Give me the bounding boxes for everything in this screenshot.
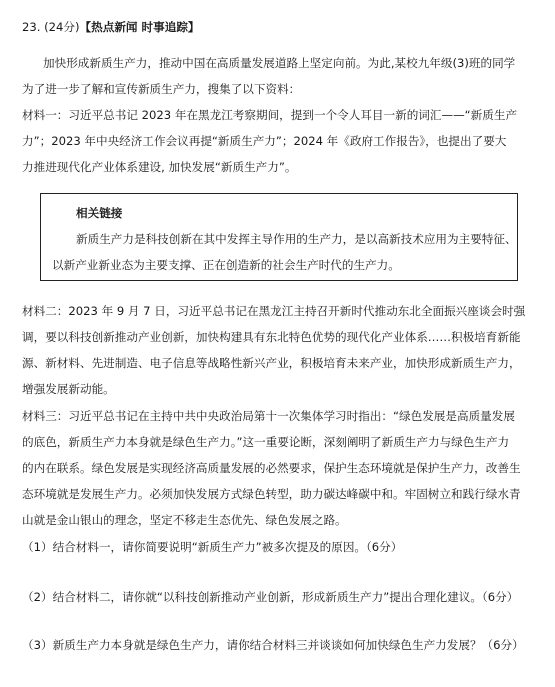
material1-line: 力推进现代化产业体系建设, 加快发展“新质生产力”。 [22, 160, 297, 174]
material2-line: 增强发展新动能。 [22, 382, 115, 396]
intro-line: 加快形成新质生产力，推动中国在高质量发展道路上坚定向前。为此,某校九年级(3)班的同学 [43, 56, 516, 70]
question-number-score: 23. (24分) [22, 20, 80, 34]
related-link-line: 以新产业新业态为主要支撑、正在创造新的社会生产时代的生产力。 [52, 258, 400, 272]
intro-line: 为了进一步了解和宣传新质生产力，搜集了以下资料： [22, 82, 301, 96]
material3-line: 的内在联系。绿色发展是实现经济高质量发展的必然要求，保护生态环境就是保护生产力，改善生 [22, 461, 521, 475]
material1-line: 力”；2023 年中央经济工作会议再提“新质生产力”；2024 年《政府工作报告》，也提出了要大 [22, 134, 507, 148]
material1-line: 材料一：习近平总书记 2023 年在黑龙江考察期间，提到一个令人耳目一新的词汇——“新质生产 [22, 108, 518, 122]
material3-line: 的底色，新质生产力本身就是绿色生产力。”这一重要论断，深刻阐明了新质生产力与绿色生产力 [22, 435, 510, 449]
question-tag: 【热点新闻 时事追踪】 [79, 20, 200, 34]
material3-line: 态环境就是发展生产力。必须加快发展方式绿色转型，助力碳达峰碳中和。牢固树立和践行绿水青 [22, 487, 521, 501]
material3-line: 山就是金山银山的理念，坚定不移走生态优先、绿色发展之路。 [22, 513, 347, 527]
sub-question-3: （3）新质生产力本身就是绿色生产力，请你结合材料三并谈谈如何加快绿色生产力发展？（6分） [22, 638, 524, 652]
material2-line: 材料二：2023 年 9 月 7 日，习近平总书记在黑龙江主持召开新时代推动东北全面振兴座谈会时强 [22, 304, 526, 318]
material2-line: 调，要以科技创新推动产业创新，加快构建具有东北特色优势的现代化产业体系……积极培育新能 [22, 330, 521, 344]
related-link-title: 相关链接 [76, 206, 123, 220]
sub-question-2: （2）结合材料二，请你就“以科技创新推动产业创新，形成新质生产力”提出合理化建议。（6分） [22, 590, 519, 604]
material3-line: 材料三：习近平总书记在主持中共中央政治局第十一次集体学习时指出：“绿色发展是高质量发展 [22, 409, 515, 423]
related-link-line: 新质生产力是科技创新在其中发挥主导作用的生产力，是以高新技术应用为主要特征、 [76, 232, 517, 246]
material2-line: 源、新材料、先进制造、电子信息等战略性新兴产业，积极培育未来产业，加快形成新质生产力， [22, 356, 521, 370]
sub-question-1: （1）结合材料一，请你简要说明“新质生产力”被多次提及的原因。（6分） [22, 540, 403, 554]
question-header [22, 20, 200, 34]
